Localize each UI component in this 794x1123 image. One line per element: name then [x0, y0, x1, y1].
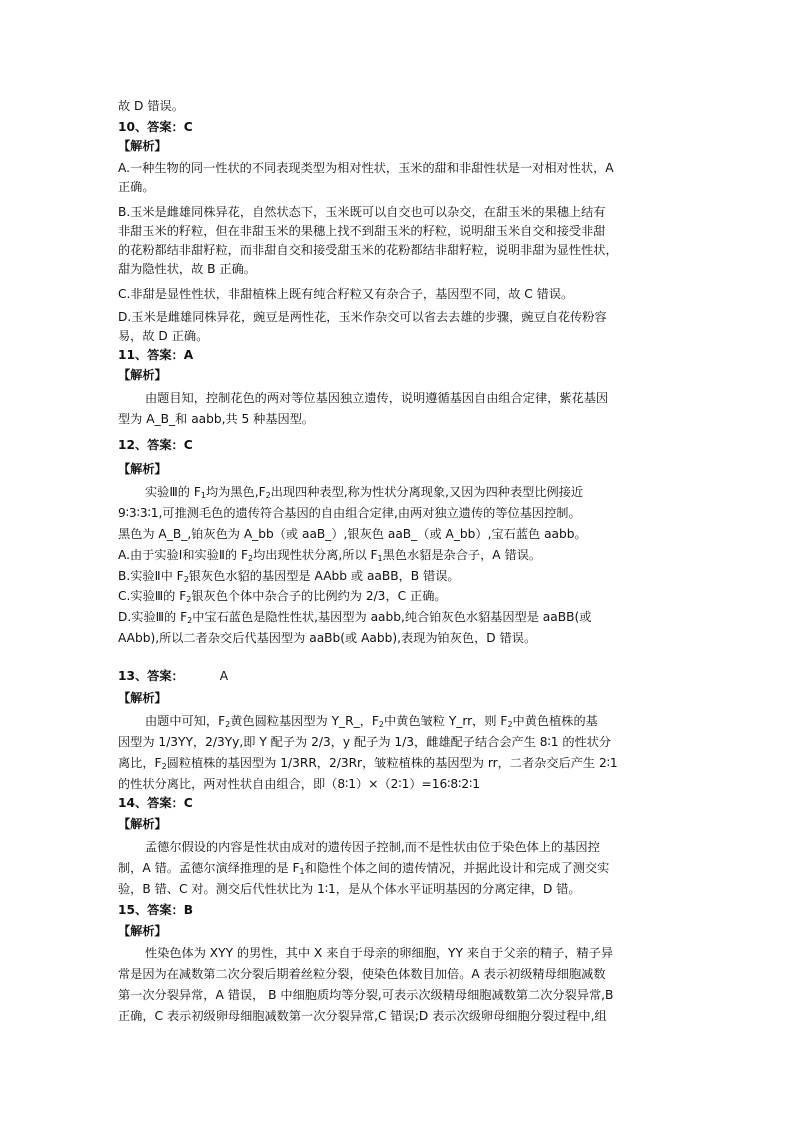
text-line: 孟德尔假设的内容是性状由成对的遗传因子控制,而不是性状由位于染色体上的基因控 [145, 840, 600, 854]
text-line: AAbb),所以二者杂交后代基因型为 aaBb(或 Aabb),表现为铂灰色，D 错误。 [118, 631, 537, 645]
answer-heading-12: 12、答案：C [118, 438, 193, 452]
analysis-heading: 【解析】 [118, 462, 167, 476]
analysis-heading: 【解析】 [118, 817, 167, 831]
text-line: D.玉米是雌雄同株异花，豌豆是两性花，玉米作杂交可以省去去雄的步骤，豌豆自花传粉容 [118, 310, 607, 324]
analysis-heading: 【解析】 [118, 691, 167, 705]
text-line: 性染色体为 XYY 的男性，其中 X 来自于母亲的卵细胞，YY 来自于父亲的精子，精子异 [145, 946, 614, 960]
text-line: 的花粉都结非甜籽粒，而非甜自交和接受甜玉米的花粉都结非甜籽粒，说明非甜为显性性状， [118, 243, 618, 257]
text-line: 故 D 错误。 [118, 99, 184, 113]
analysis-heading: 【解析】 [118, 368, 167, 382]
text-line: 易，故 D 正确。 [118, 329, 209, 343]
text-line: D.实验Ⅲ的 $F_2$中宝石蓝色是隐性性状,基因型为 aabb,纯合铂灰色水貂基因型是 aaBB(或 [118, 610, 592, 625]
text-line: C.实验Ⅲ的 $F_2$银灰色个体中杂合子的比例约为 2/3，C 正确。 [118, 589, 447, 604]
text-line: 正确，C 表示初级卵母细胞减数第一次分裂异常,C 错误;D 表示次级卵母细胞分裂过程中,组 [118, 1009, 607, 1023]
text-line: 制，A 错。孟德尔演绎推理的是 $F_1$和隐性个体之间的遗传情况，并据此设计和完成了测交实 [118, 861, 610, 876]
text-line: 9∶3∶3∶1,可推测毛色的遗传符合基因的自由组合定律,由两对独立遗传的等位基因控制。 [118, 506, 581, 520]
text-line: B.实验Ⅱ中 $F_2$银灰色水貂的基因型是 AAbb 或 aaBB，B 错误。 [118, 569, 460, 584]
text-line: 甜为隐性状，故 B 正确。 [118, 262, 256, 276]
text-line: 黑色为 A_B_,铂灰色为 A_bb（或 aaB_）,银灰色 aaB_（或 A_bb）,宝石蓝色 aabb。 [118, 527, 587, 541]
text-line: 非甜玉米的籽粒，但在非甜玉米的果穗上找不到甜玉米的籽粒，说明甜玉米自交和接受非甜 [118, 224, 606, 238]
text-line: 型为 A_B_和 aabb,共 5 种基因型。 [118, 412, 315, 426]
text-line: 离比，$F_2$圆粒植株的基因型为 1/3RR，2/3Rr，皱粒植株的基因型为 rr，二者杂交后产生 2∶1 [118, 756, 618, 771]
text-line: 常是因为在减数第二次分裂后期着丝粒分裂，使染色体数目加倍。A 表示初级精母细胞减数 [118, 967, 606, 981]
text-line: A.由于实验Ⅰ和实验Ⅱ的 $F_2$均出现性状分离,所以 $F_1$黑色水貂是杂合子，A 错误。 [118, 548, 542, 563]
text-line: 验，B 错、C 对。测交后代性状比为 1∶1，是从个体水平证明基因的分离定律，D 错。 [118, 882, 581, 896]
text-line: 因型为 1/3YY，2/3Yy,即 Y 配子为 2/3，y 配子为 1/3，雌雄配子结合会产生 8∶1 的性状分 [118, 735, 612, 749]
text-line: 第一次分裂异常，A 错误， B 中细胞质均等分裂,可表示次级精母细胞减数第二次分裂异常,B [118, 988, 614, 1002]
analysis-heading: 【解析】 [118, 924, 167, 938]
answer-heading-13: 13、答案： A [118, 669, 229, 683]
answer-heading-10: 10、答案：C [118, 120, 193, 134]
text-line: 的性状分离比，两对性状自由组合，即（8∶1）×（2∶1）=16∶8∶2∶1 [118, 777, 481, 791]
answer-heading-15: 15、答案：B [118, 903, 193, 917]
text-line: 正确。 [118, 180, 155, 194]
text-line: 由题中可知，$F_2$黄色圆粒基因型为 Y_R_，$F_2$中黄色皱粒 Y_rr，则 $F_2$中黄色植株的基 [145, 714, 598, 729]
text-line: A.一种生物的同一性状的不同表现类型为相对性状，玉米的甜和非甜性状是一对相对性状，A [118, 161, 614, 175]
text-line: 由题目知，控制花色的两对等位基因独立遗传，说明遵循基因自由组合定律，紫花基因 [145, 391, 609, 405]
text-line: B.玉米是雌雄同株异花，自然状态下，玉米既可以自交也可以杂交，在甜玉米的果穗上结有 [118, 205, 606, 219]
answer-heading-11: 11、答案：A [118, 348, 194, 362]
analysis-heading: 【解析】 [118, 139, 167, 153]
answer-heading-14: 14、答案：C [118, 796, 193, 810]
text-line: 实验Ⅲ的 $F_1$均为黑色$,F_2$出现四种表型,称为性状分离现象,又因为四种表型比例接近 [145, 485, 584, 500]
text-line: C.非甜是显性性状，非甜植株上既有纯合籽粒又有杂合子，基因型不同，故 C 错误。 [118, 287, 574, 301]
